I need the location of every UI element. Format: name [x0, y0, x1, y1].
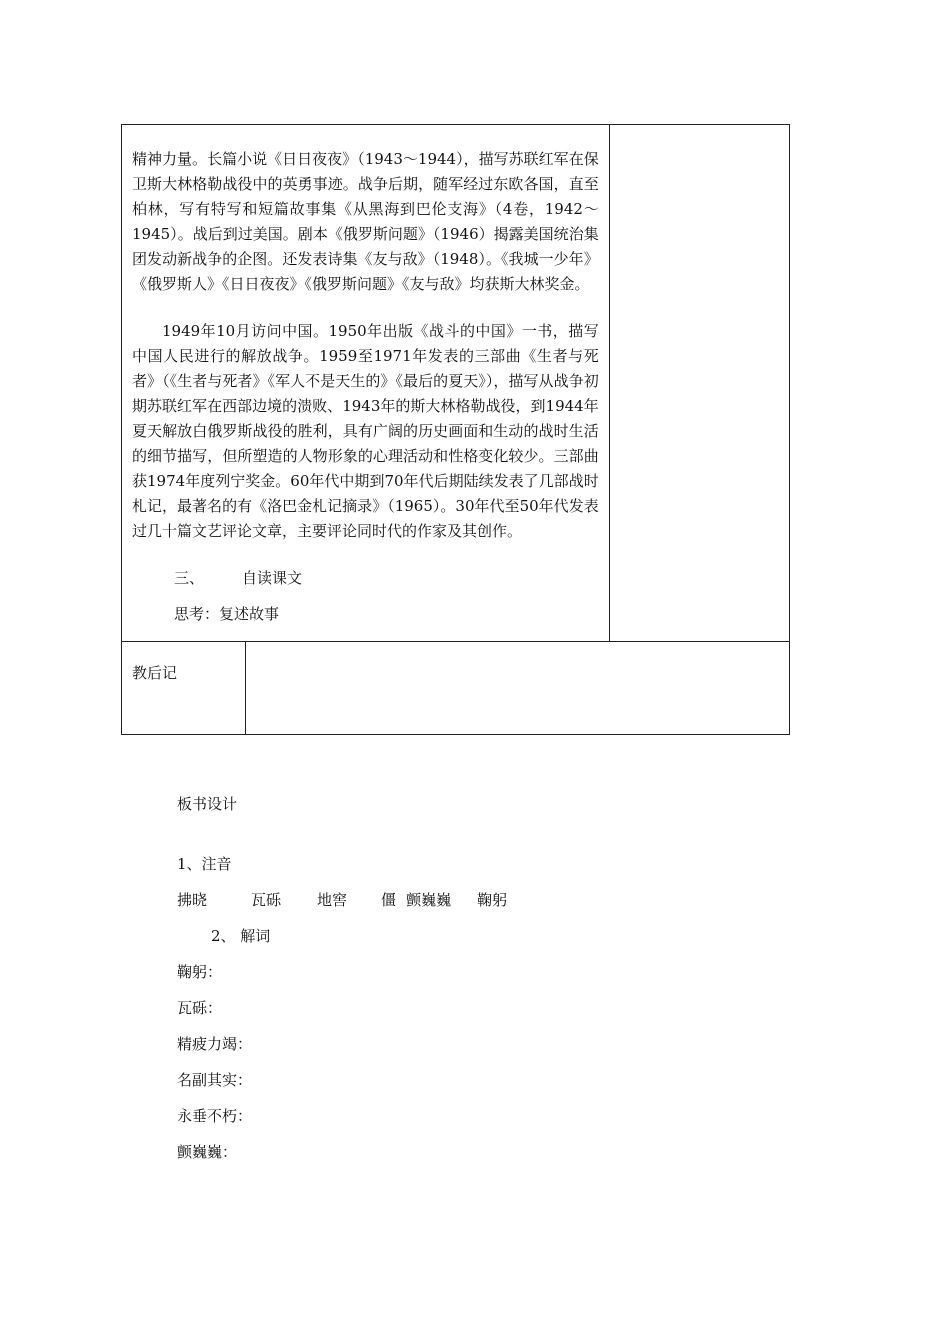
- vocab-item: [177, 1134, 737, 1170]
- notes-column: [609, 125, 789, 642]
- vocab-item: [177, 1098, 737, 1134]
- vocab-term: 鞠躬：: [177, 963, 223, 981]
- content-row: [122, 125, 790, 642]
- vocab-term: 精疲力竭：: [177, 1035, 253, 1053]
- term-item: 颤巍巍: [406, 891, 452, 909]
- pinyin-heading: 1、注音: [177, 855, 232, 873]
- term-item: 瓦砾: [251, 891, 282, 909]
- post-lesson-value: [246, 642, 790, 735]
- content-cell: [122, 125, 610, 642]
- lesson-table: [121, 124, 790, 735]
- post-lesson-label: 教后记: [122, 642, 246, 735]
- term-item: 鞠躬: [477, 891, 508, 909]
- vocab-term: 瓦砾：: [177, 999, 223, 1017]
- vocab-item: [177, 954, 737, 990]
- author-paragraph-2: 1949年10月访问中国。1950年出版《战斗的中国》一书，描写中国人民进行的解放战争。1959至1971年发表的三部曲《生者与死者》（《生者与死者》《军人不是天生的》《最后的夏天》），描写从战争初期苏联红军在西部边境的溃败、1943年的斯大林格勒战役，到1944年夏天解放白俄罗斯战役的胜利，具有广阔的历史画面和生动的战时生活的细节描写，但所塑造的人物形象的心理活动和性格变化较少。三部曲获1974年度列宁奖金。60年代中期到70年代后期陆续发表了几部战时札记，最著名的有《洛巴金札记摘录》（1965）。30年代至50年代发表过几十篇文艺评论文章，主要评论同时代的作家及其创作。: [132, 322, 599, 540]
- vocab-item: [177, 1062, 737, 1098]
- term-item: 僵: [381, 891, 397, 909]
- vocab-item: [177, 990, 737, 1026]
- board-title: 板书设计: [177, 795, 238, 813]
- board-design: [177, 786, 737, 1170]
- vocab-item: [177, 1026, 737, 1062]
- pinyin-terms: [177, 882, 737, 918]
- term-item: 拂晓: [177, 891, 208, 909]
- post-lesson-row: [122, 642, 790, 735]
- vocab-term: 永垂不朽：: [177, 1107, 253, 1125]
- vocab-term: 名副其实：: [177, 1071, 253, 1089]
- section-number: 三、: [174, 569, 205, 587]
- author-paragraph-1: 精神力量。长篇小说《日日夜夜》（1943～1944），描写苏联红军在保卫斯大林格勒战役中的英勇事迹。战争后期，随军经过东欧各国，直至柏林，写有特写和短篇故事集《从黑海到巴伦支海》（4卷，1942～1945）。战后到过美国。剧本《俄罗斯问题》（1946）揭露美国统治集团发动新战争的企图。还发表诗集《友与敌》（1948）。《我城一少年》《俄罗斯人》《日日夜夜》《俄罗斯问题》《友与敌》均获斯大林奖金。: [132, 150, 599, 293]
- vocab-term: 颤巍巍：: [177, 1143, 238, 1161]
- section-title: 自读课文: [242, 569, 303, 587]
- vocab-heading: 2、 解词: [211, 927, 271, 945]
- term-item: 地窖: [317, 891, 348, 909]
- think-prompt: 思考：复述故事: [174, 605, 280, 623]
- section-heading: [132, 566, 599, 591]
